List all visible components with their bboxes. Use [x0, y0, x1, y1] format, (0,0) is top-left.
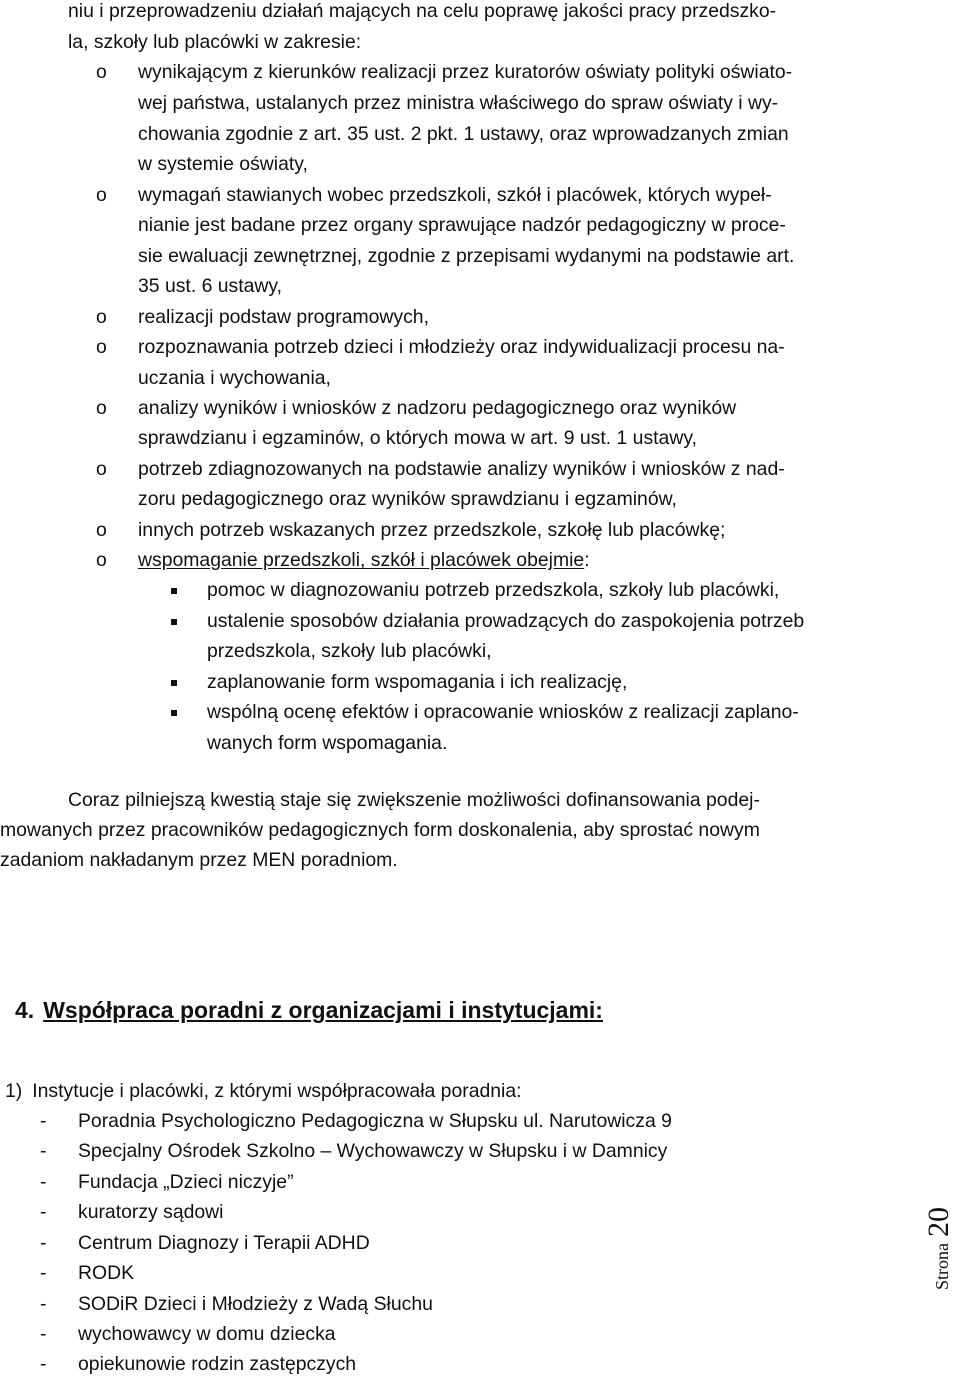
circle-bullet-icon: o	[96, 336, 107, 358]
list-item-line: w systemie oświaty,	[138, 153, 308, 175]
list-item-line: analizy wyników i wniosków z nadzoru pedagogicznego oraz wyników	[138, 397, 737, 419]
circle-bullet-icon: o	[96, 61, 107, 83]
paragraph-line: mowanych przez pracowników pedagogicznych form doskonalenia, aby sprostać nowym	[0, 819, 760, 841]
institution-item: kuratorzy sądowi	[78, 1201, 224, 1223]
support-item-line: pomoc w diagnozowaniu potrzeb przedszkola, szkoły lub placówki,	[207, 579, 780, 601]
square-bullet-icon	[171, 680, 177, 686]
paragraph-line: zadaniom nakładanym przez MEN poradniom.	[0, 849, 398, 871]
list-intro-number: 1)	[5, 1080, 23, 1102]
dash-bullet-icon: -	[40, 1323, 47, 1345]
dash-bullet-icon: -	[40, 1293, 47, 1315]
list-item-line: wynikającym z kierunków realizacji przez kuratorów oświaty polityki oświato-	[138, 61, 793, 83]
intro-line: la, szkoły lub placówki w zakresie:	[68, 31, 362, 53]
list-item-line: realizacji podstaw programowych,	[138, 306, 429, 328]
dash-bullet-icon: -	[40, 1110, 47, 1132]
institution-item: Centrum Diagnozy i Terapii ADHD	[78, 1232, 370, 1254]
page-number	[922, 1207, 956, 1290]
list-item-line: potrzeb zdiagnozowanych na podstawie analizy wyników i wniosków z nad-	[138, 458, 785, 480]
section-heading	[15, 998, 603, 1022]
circle-bullet-icon: o	[96, 184, 107, 206]
list-item-line: sprawdzianu i egzaminów, o których mowa w art. 9 ust. 1 ustawy,	[138, 427, 697, 449]
dash-bullet-icon: -	[40, 1262, 47, 1284]
section-number: 4.	[15, 997, 35, 1023]
page-footer	[918, 1180, 960, 1290]
list-item-line: innych potrzeb wskazanych przez przedszkole, szkołę lub placówkę;	[138, 519, 726, 541]
list-item-line: uczania i wychowania,	[138, 367, 331, 389]
support-item-line: ustalenie sposobów działania prowadzących do zaspokojenia potrzeb	[207, 610, 805, 632]
institution-item: Poradnia Psychologiczno Pedagogiczna w Słupsku ul. Narutowicza 9	[78, 1110, 672, 1132]
institution-item: Fundacja „Dzieci niczyje”	[78, 1171, 294, 1193]
section-title: Współpraca poradni z organizacjami i instytucjami:	[43, 997, 603, 1023]
support-item-line: przedszkola, szkoły lub placówki,	[207, 640, 492, 662]
support-heading-underlined: wspomaganie przedszkoli, szkół i placówek obejmie	[138, 549, 585, 571]
list-item-line: nianie jest badane przez organy sprawujące nadzór pedagogiczny w proce-	[138, 214, 786, 236]
support-item-line: wspólną ocenę efektów i opracowanie wniosków z realizacji zaplano-	[207, 701, 799, 723]
institution-item: SODiR Dzieci i Młodzieży z Wadą Słuchu	[78, 1293, 433, 1315]
dash-bullet-icon: -	[40, 1140, 47, 1162]
circle-bullet-icon: o	[96, 397, 107, 419]
circle-bullet-icon: o	[96, 549, 107, 571]
dash-bullet-icon: -	[40, 1201, 47, 1223]
list-item-line: sie ewaluacji zewnętrznej, zgodnie z przepisami wydanymi na podstawie art.	[138, 245, 795, 267]
dash-bullet-icon: -	[40, 1353, 47, 1375]
intro-line: niu i przeprowadzeniu działań mających na celu poprawę jakości pracy przedszko-	[68, 0, 777, 22]
list-intro-text: Instytucje i placówki, z którymi współpracowała poradnia:	[32, 1080, 522, 1102]
list-item-line: zoru pedagogicznego oraz wyników sprawdzianu i egzaminów,	[138, 488, 677, 510]
list-item-line: 35 ust. 6 ustawy,	[138, 275, 283, 297]
support-heading	[138, 548, 590, 572]
square-bullet-icon	[171, 710, 177, 716]
list-item-line: rozpoznawania potrzeb dzieci i młodzieży oraz indywidualizacji procesu na-	[138, 336, 785, 358]
list-item-line: wymagań stawianych wobec przedszkoli, szkół i placówek, których wypeł-	[138, 184, 772, 206]
page-label: Strona	[932, 1243, 952, 1290]
list-intro	[5, 1079, 522, 1103]
page-number-value: 20	[922, 1207, 955, 1237]
institution-item: opiekunowie rodzin zastępczych	[78, 1353, 357, 1375]
institution-item: RODK	[78, 1262, 135, 1284]
institution-item: Specjalny Ośrodek Szkolno – Wychowawczy w Słupsku i w Damnicy	[78, 1140, 668, 1162]
dash-bullet-icon: -	[40, 1171, 47, 1193]
support-item-line: wanych form wspomagania.	[207, 732, 448, 754]
circle-bullet-icon: o	[96, 519, 107, 541]
square-bullet-icon	[171, 619, 177, 625]
support-heading-suffix: :	[584, 549, 590, 571]
list-item-line: wej państwa, ustalanych przez ministra właściwego do spraw oświaty i wy-	[138, 92, 779, 114]
institution-item: wychowawcy w domu dziecka	[78, 1323, 336, 1345]
list-item-line: chowania zgodnie z art. 35 ust. 2 pkt. 1 ustawy, oraz wprowadzanych zmian	[138, 123, 789, 145]
support-item-line: zaplanowanie form wspomagania i ich realizację,	[207, 671, 628, 693]
dash-bullet-icon: -	[40, 1232, 47, 1254]
circle-bullet-icon: o	[96, 458, 107, 480]
square-bullet-icon	[171, 588, 177, 594]
circle-bullet-icon: o	[96, 306, 107, 328]
paragraph-line: Coraz pilniejszą kwestią staje się zwiększenie możliwości dofinansowania podej-	[68, 789, 760, 811]
